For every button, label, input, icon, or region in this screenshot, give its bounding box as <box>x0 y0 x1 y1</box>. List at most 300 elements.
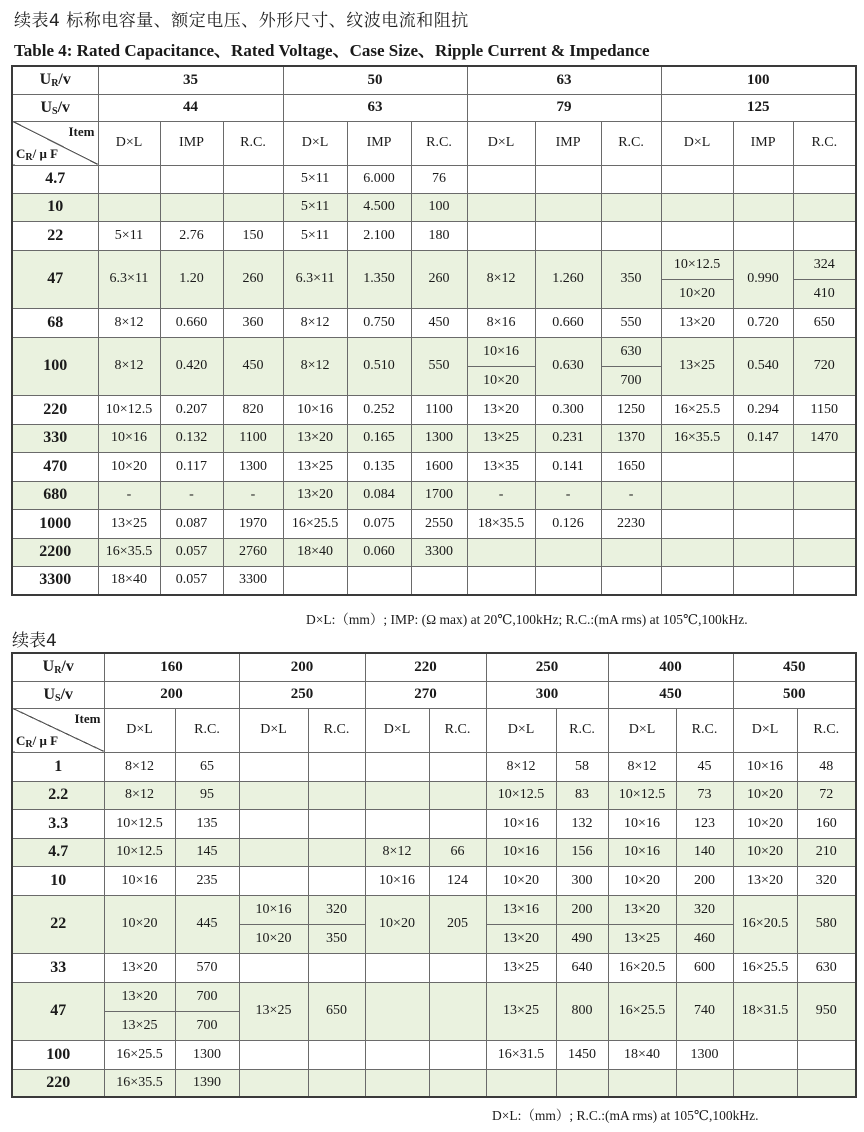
capacitance-value: 680 <box>12 481 98 509</box>
table-cell <box>347 566 411 595</box>
table-cell <box>239 838 308 866</box>
table-cell: 13×16 <box>486 895 556 924</box>
table-row <box>12 193 856 221</box>
table-cell <box>601 221 661 250</box>
table-cell: 1650 <box>601 452 661 481</box>
table-cell: 18×40 <box>98 566 160 595</box>
table-cell: 156 <box>556 838 608 866</box>
table-cell: 16×31.5 <box>486 1040 556 1069</box>
item-capacitance-corner-cell <box>12 121 98 165</box>
capacitance-value: 2200 <box>12 538 98 566</box>
table-cell <box>733 221 793 250</box>
table-1-footnote: D×L:（mm）; IMP: (Ω max) at 20℃,100kHz; R.C.:(mA rms) at 105℃,100kHz. <box>306 612 748 627</box>
table-cell: 8×12 <box>365 838 429 866</box>
table-cell: 700 <box>601 366 661 395</box>
table-row <box>12 452 856 481</box>
table-cell: 16×25.5 <box>733 953 797 982</box>
table-cell: 10×16 <box>104 866 175 895</box>
table-cell: 18×40 <box>608 1040 676 1069</box>
table-cell: 58 <box>556 752 608 781</box>
table-row <box>12 481 856 509</box>
table-cell: - <box>535 481 601 509</box>
table-cell <box>661 481 733 509</box>
table-cell: 5×11 <box>283 165 347 193</box>
table-cell: 18×35.5 <box>467 509 535 538</box>
table-cell <box>733 481 793 509</box>
surge-voltage-200: 200 <box>104 681 239 708</box>
table-cell <box>429 809 486 838</box>
table-cell <box>239 1069 308 1097</box>
column-header: R.C. <box>429 708 486 752</box>
table-cell: 1300 <box>411 424 467 452</box>
surge-voltage-44: 44 <box>98 94 283 121</box>
column-header: D×L <box>661 121 733 165</box>
table-cell: 16×35.5 <box>661 424 733 452</box>
table-cell <box>608 1069 676 1097</box>
table-cell <box>467 538 535 566</box>
table-cell: 13×20 <box>733 866 797 895</box>
column-header: IMP <box>160 121 223 165</box>
table-cell: 570 <box>175 953 239 982</box>
table-cell: 10×20 <box>661 279 733 308</box>
table-cell: 10×16 <box>608 838 676 866</box>
table-cell: 650 <box>793 308 856 337</box>
caption-english: Table 4: Rated Capacitance、Rated Voltage、Case Size、Ripple Current & Impedance <box>14 41 650 60</box>
table-cell: 100 <box>411 193 467 221</box>
table-cell: 10×16 <box>365 866 429 895</box>
table-cell <box>239 866 308 895</box>
table-cell: 13×25 <box>486 953 556 982</box>
table-cell: 10×16 <box>98 424 160 452</box>
table-cell <box>793 509 856 538</box>
table-cell: 16×20.5 <box>733 895 797 953</box>
table-cell <box>365 809 429 838</box>
table-cell <box>661 221 733 250</box>
table-cell <box>535 193 601 221</box>
table-cell: 0.087 <box>160 509 223 538</box>
table-cell <box>429 953 486 982</box>
table-cell: 10×20 <box>733 809 797 838</box>
table-cell: 3300 <box>411 538 467 566</box>
table-row <box>12 1069 856 1097</box>
surge-voltage-63: 63 <box>283 94 467 121</box>
table-cell <box>223 165 283 193</box>
table-cell: 1700 <box>411 481 467 509</box>
table-cell: 73 <box>676 781 733 809</box>
table-cell <box>160 165 223 193</box>
table-cell <box>556 1069 608 1097</box>
table-cell: 0.660 <box>160 308 223 337</box>
table-cell <box>793 221 856 250</box>
table-cell: 8×12 <box>98 308 160 337</box>
table-row <box>12 953 856 982</box>
table-cell: 16×25.5 <box>661 395 733 424</box>
table-cell: 13×35 <box>467 452 535 481</box>
table-cell: 210 <box>797 838 856 866</box>
table-cell <box>365 1069 429 1097</box>
table-cell: 0.300 <box>535 395 601 424</box>
table-cell <box>239 781 308 809</box>
table-cell: 16×25.5 <box>104 1040 175 1069</box>
rated-capacitance-table-2 <box>11 652 857 1098</box>
table-cell: 10×16 <box>608 809 676 838</box>
table-cell <box>793 538 856 566</box>
table-cell: 13×25 <box>608 924 676 953</box>
table-cell: 550 <box>411 337 467 395</box>
table-cell <box>797 1040 856 1069</box>
table-cell: 350 <box>601 250 661 308</box>
table-row <box>12 250 856 279</box>
table-cell: 13×20 <box>283 481 347 509</box>
table-cell: 700 <box>175 982 239 1011</box>
table-cell: 16×20.5 <box>608 953 676 982</box>
table-cell: - <box>467 481 535 509</box>
table-cell: 700 <box>175 1011 239 1040</box>
table-cell: 0.057 <box>160 538 223 566</box>
table-2-footnote: D×L:（mm）; R.C.:(mA rms) at 105℃,100kHz. <box>492 1108 759 1123</box>
capacitance-value: 4.7 <box>12 838 104 866</box>
column-header: D×L <box>486 708 556 752</box>
table-cell <box>535 566 601 595</box>
table-cell: 83 <box>556 781 608 809</box>
table-cell: 13×20 <box>283 424 347 452</box>
table-cell: 10×16 <box>283 395 347 424</box>
table-cell: 445 <box>175 895 239 953</box>
table-cell <box>365 1040 429 1069</box>
column-header: D×L <box>98 121 160 165</box>
table-cell: 580 <box>797 895 856 953</box>
surge-voltage-250: 250 <box>239 681 365 708</box>
rated-voltage-63: 63 <box>467 66 661 94</box>
table-cell <box>733 1069 797 1097</box>
column-header: R.C. <box>411 121 467 165</box>
table-cell: 1.350 <box>347 250 411 308</box>
table-cell: 124 <box>429 866 486 895</box>
table-cell <box>733 566 793 595</box>
table-cell <box>98 165 160 193</box>
capacitance-value: 2.2 <box>12 781 104 809</box>
column-header: IMP <box>535 121 601 165</box>
table-cell: 10×20 <box>239 924 308 953</box>
capacitance-value: 3300 <box>12 566 98 595</box>
table-cell: 200 <box>556 895 608 924</box>
table-cell: 10×12.5 <box>104 809 175 838</box>
table-cell: 8×12 <box>486 752 556 781</box>
table-cell <box>308 1069 365 1097</box>
table-cell <box>239 1040 308 1069</box>
table-cell: 2.100 <box>347 221 411 250</box>
table-cell: 1.20 <box>160 250 223 308</box>
table-cell: 145 <box>175 838 239 866</box>
table-cell <box>793 566 856 595</box>
column-header: D×L <box>365 708 429 752</box>
table-cell <box>429 1069 486 1097</box>
table-cell: 13×20 <box>104 982 175 1011</box>
table-cell: 123 <box>676 809 733 838</box>
table-cell: 13×25 <box>239 982 308 1040</box>
table-cell: 630 <box>601 337 661 366</box>
table-cell <box>733 509 793 538</box>
table-cell: 65 <box>175 752 239 781</box>
table-cell: - <box>601 481 661 509</box>
table-cell: 13×20 <box>104 953 175 982</box>
table-cell: 13×25 <box>283 452 347 481</box>
rated-voltage-label: $U_R/v$ <box>12 66 98 94</box>
table-cell <box>308 838 365 866</box>
table-cell <box>733 1040 797 1069</box>
table-cell <box>239 953 308 982</box>
table-cell: 0.057 <box>160 566 223 595</box>
table-cell: 10×12.5 <box>486 781 556 809</box>
column-header: D×L <box>239 708 308 752</box>
table-cell: 260 <box>223 250 283 308</box>
table-cell <box>486 1069 556 1097</box>
table-cell: 0.420 <box>160 337 223 395</box>
table-cell: 6.3×11 <box>98 250 160 308</box>
table-cell <box>661 193 733 221</box>
table-cell: 10×16 <box>486 838 556 866</box>
table-cell: 4.500 <box>347 193 411 221</box>
table-cell: 320 <box>308 895 365 924</box>
table-cell <box>239 809 308 838</box>
table-cell: 13×25 <box>467 424 535 452</box>
table-cell: 450 <box>223 337 283 395</box>
table-row <box>12 809 856 838</box>
table-cell: 10×16 <box>239 895 308 924</box>
table-cell: 0.165 <box>347 424 411 452</box>
table-cell <box>467 221 535 250</box>
rated-voltage-250: 250 <box>486 653 608 681</box>
table-cell <box>535 165 601 193</box>
capacitance-value: 47 <box>12 982 104 1040</box>
item-label: Item <box>68 123 95 139</box>
table-cell: 66 <box>429 838 486 866</box>
table-cell <box>601 193 661 221</box>
table-cell: 10×20 <box>486 866 556 895</box>
table-cell <box>239 752 308 781</box>
table-cell: 1100 <box>411 395 467 424</box>
table-cell: 10×20 <box>365 895 429 953</box>
surge-voltage-300: 300 <box>486 681 608 708</box>
table-cell: 10×16 <box>467 337 535 366</box>
table-cell: 1300 <box>676 1040 733 1069</box>
table-row <box>12 308 856 337</box>
table-cell: 8×12 <box>98 337 160 395</box>
table-cell: 8×12 <box>104 781 175 809</box>
table-cell: 0.990 <box>733 250 793 308</box>
table-cell: 150 <box>223 221 283 250</box>
table-cell: 0.660 <box>535 308 601 337</box>
table-cell <box>467 165 535 193</box>
table-cell <box>308 809 365 838</box>
capacitance-value: 22 <box>12 221 98 250</box>
capacitance-value: 100 <box>12 1040 104 1069</box>
table-row <box>12 538 856 566</box>
table-cell: 135 <box>175 809 239 838</box>
table-cell: 1470 <box>793 424 856 452</box>
surge-voltage-79: 79 <box>467 94 661 121</box>
table-cell: 0.720 <box>733 308 793 337</box>
table-cell: 16×25.5 <box>608 982 676 1040</box>
table-row <box>12 337 856 366</box>
table-cell: 0.147 <box>733 424 793 452</box>
surge-voltage-500: 500 <box>733 681 856 708</box>
table-cell: 10×20 <box>608 866 676 895</box>
table-cell <box>98 193 160 221</box>
table-cell <box>429 982 486 1040</box>
table-cell: 0.075 <box>347 509 411 538</box>
caption-chinese: 续表4 标称电容量、额定电压、外形尺寸、纹波电流和阻抗 <box>14 11 469 31</box>
table-cell <box>793 481 856 509</box>
table-cell: 18×31.5 <box>733 982 797 1040</box>
surge-voltage-450: 450 <box>608 681 733 708</box>
table-cell: 1390 <box>175 1069 239 1097</box>
table-cell <box>661 165 733 193</box>
table-cell: 800 <box>556 982 608 1040</box>
table-cell <box>797 1069 856 1097</box>
table-cell <box>308 781 365 809</box>
column-header: D×L <box>283 121 347 165</box>
table-cell <box>308 752 365 781</box>
column-header: R.C. <box>793 121 856 165</box>
table-cell: 550 <box>601 308 661 337</box>
table-cell <box>793 193 856 221</box>
table-cell <box>365 982 429 1040</box>
table-cell: 76 <box>411 165 467 193</box>
table-cell: 320 <box>676 895 733 924</box>
table-cell: 13×20 <box>661 308 733 337</box>
table-cell: 650 <box>308 982 365 1040</box>
item-capacitance-corner-cell <box>12 708 104 752</box>
table-cell: 1300 <box>175 1040 239 1069</box>
table-cell <box>308 1040 365 1069</box>
table-cell: 200 <box>676 866 733 895</box>
table-cell: 10×12.5 <box>608 781 676 809</box>
table-cell: 1.260 <box>535 250 601 308</box>
table-cell: 8×16 <box>467 308 535 337</box>
capacitance-value: 47 <box>12 250 98 308</box>
table-cell: 410 <box>793 279 856 308</box>
capacitance-value: 33 <box>12 953 104 982</box>
capacitance-value: 220 <box>12 1069 104 1097</box>
table-cell: 5×11 <box>283 193 347 221</box>
rated-voltage-400: 400 <box>608 653 733 681</box>
table-row <box>12 566 856 595</box>
table-cell <box>676 1069 733 1097</box>
table-cell: 0.207 <box>160 395 223 424</box>
rated-voltage-160: 160 <box>104 653 239 681</box>
table-cell: 260 <box>411 250 467 308</box>
table-cell: 180 <box>411 221 467 250</box>
table-cell: 740 <box>676 982 733 1040</box>
table-row <box>12 752 856 781</box>
table-cell: - <box>223 481 283 509</box>
table-cell: 16×25.5 <box>283 509 347 538</box>
table-cell: 10×20 <box>733 781 797 809</box>
table-cell: 0.141 <box>535 452 601 481</box>
table-cell: - <box>160 481 223 509</box>
table-cell <box>793 165 856 193</box>
table-cell: 0.084 <box>347 481 411 509</box>
table-cell: - <box>98 481 160 509</box>
table-cell: 13×25 <box>98 509 160 538</box>
rated-voltage-200: 200 <box>239 653 365 681</box>
table-cell: 2550 <box>411 509 467 538</box>
table-cell <box>308 953 365 982</box>
table-row <box>12 165 856 193</box>
table-cell: 1370 <box>601 424 661 452</box>
table-cell: 300 <box>556 866 608 895</box>
table-cell: 5×11 <box>98 221 160 250</box>
table-cell <box>661 509 733 538</box>
capacitance-value: 470 <box>12 452 98 481</box>
table-cell: 0.630 <box>535 337 601 395</box>
table-cell <box>661 566 733 595</box>
table-cell: 10×20 <box>98 452 160 481</box>
table-cell: 10×16 <box>486 809 556 838</box>
table-cell <box>223 193 283 221</box>
surge-voltage-label: $U_S/v$ <box>12 94 98 121</box>
surge-voltage-125: 125 <box>661 94 856 121</box>
table-cell: 1300 <box>223 452 283 481</box>
table-cell: 1600 <box>411 452 467 481</box>
capacitance-value: 220 <box>12 395 98 424</box>
table-cell: 720 <box>793 337 856 395</box>
column-header: R.C. <box>175 708 239 752</box>
table-cell: 72 <box>797 781 856 809</box>
capacitance-value: 330 <box>12 424 98 452</box>
table-cell: 13×20 <box>608 895 676 924</box>
column-header: R.C. <box>676 708 733 752</box>
table-cell: 6.000 <box>347 165 411 193</box>
table-cell: 140 <box>676 838 733 866</box>
table-cell: 0.510 <box>347 337 411 395</box>
column-header: R.C. <box>556 708 608 752</box>
table-cell: 0.135 <box>347 452 411 481</box>
rated-voltage-100: 100 <box>661 66 856 94</box>
table-cell: 8×12 <box>283 308 347 337</box>
column-header: D×L <box>608 708 676 752</box>
continued-caption: 续表4 <box>12 631 57 651</box>
table-cell: 16×35.5 <box>98 538 160 566</box>
table-cell: 2760 <box>223 538 283 566</box>
table-cell: 630 <box>797 953 856 982</box>
table-cell: 0.750 <box>347 308 411 337</box>
item-label: Item <box>74 710 101 726</box>
table-cell: 1250 <box>601 395 661 424</box>
table-cell <box>661 452 733 481</box>
table-cell <box>411 566 467 595</box>
table-cell: 0.294 <box>733 395 793 424</box>
table-cell: 1100 <box>223 424 283 452</box>
table-cell: 2.76 <box>160 221 223 250</box>
rated-capacitance-table-1 <box>11 65 857 596</box>
table-cell: 950 <box>797 982 856 1040</box>
rated-voltage-220: 220 <box>365 653 486 681</box>
table-cell: 0.060 <box>347 538 411 566</box>
column-header: R.C. <box>308 708 365 752</box>
table-cell: 640 <box>556 953 608 982</box>
table-cell <box>733 452 793 481</box>
column-header: R.C. <box>223 121 283 165</box>
table-cell <box>283 566 347 595</box>
column-header: IMP <box>733 121 793 165</box>
table-cell <box>733 165 793 193</box>
table-cell <box>793 452 856 481</box>
capacitance-value: 100 <box>12 337 98 395</box>
table-row <box>12 895 856 924</box>
table-cell: 0.540 <box>733 337 793 395</box>
